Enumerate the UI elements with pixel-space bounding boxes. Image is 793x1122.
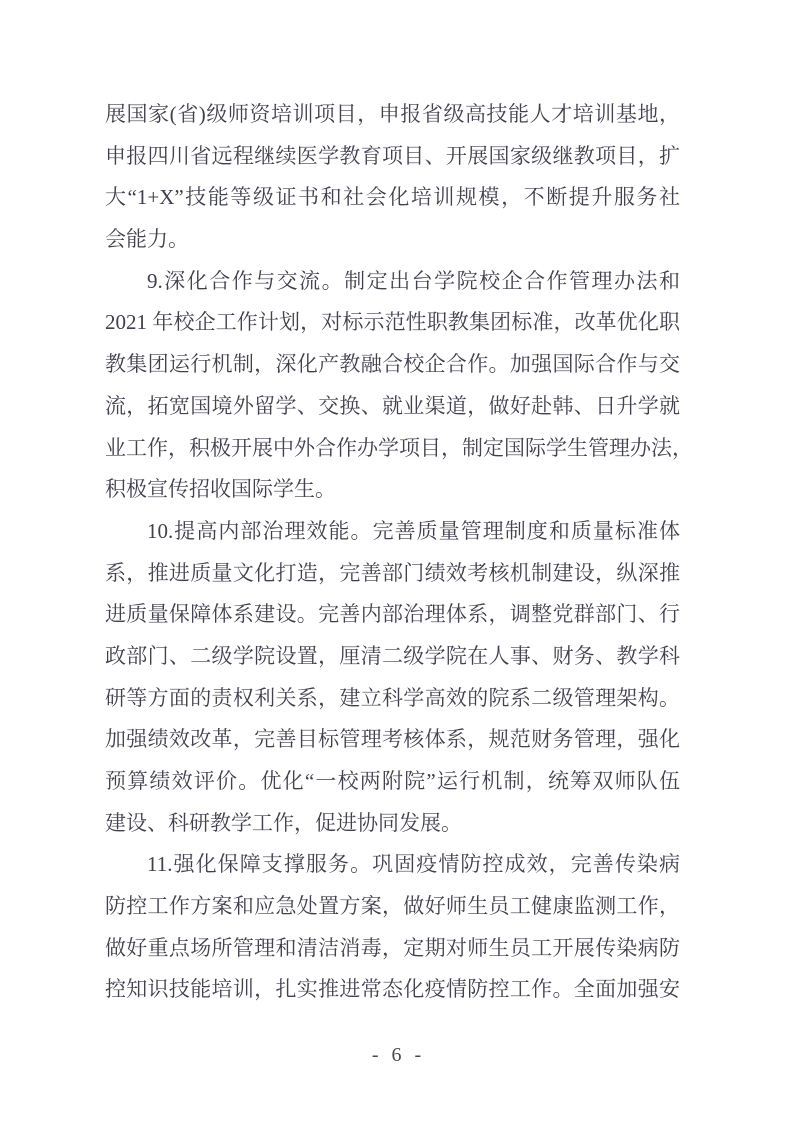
text-line: 教集团运行机制，深化产教融合校企合作。加强国际合作与交 bbox=[105, 352, 680, 377]
text-line: 业工作，积极开展中外合作办学项目，制定国际学生管理办法， bbox=[105, 435, 693, 460]
paragraph bbox=[105, 261, 693, 511]
text-line: 政部门、二级学院设置，厘清二级学院在人事、财务、教学科 bbox=[105, 643, 680, 668]
text-line: 进质量保障体系建设。完善内部治理体系，调整党群部门、行 bbox=[105, 602, 680, 627]
text-line: 2021 年校企工作计划，对标示范性职教集团标准，改革优化职 bbox=[105, 310, 680, 335]
text-line: 控知识技能培训，扎实推进常态化疫情防控工作。全面加强安 bbox=[105, 977, 680, 1002]
text-line: 加强绩效改革，完善目标管理考核体系，规范财务管理，强化 bbox=[105, 727, 680, 752]
text-line: 系，推进质量文化打造，完善部门绩效考核机制建设，纵深推 bbox=[105, 560, 680, 585]
text-line: 预算绩效评价。优化“一校两附院”运行机制，统筹双师队伍 bbox=[105, 769, 680, 793]
paragraph bbox=[105, 844, 680, 1011]
text-line: 流，拓宽国境外留学、交换、就业渠道，做好赴韩、日升学就 bbox=[105, 393, 680, 418]
text-line: 建设、科研教学工作，促进协同发展。 bbox=[105, 810, 462, 835]
text-line: 做好重点场所管理和清洁消毒，定期对师生员工开展传染病防 bbox=[105, 935, 680, 960]
text-line: 会能力。 bbox=[105, 227, 189, 252]
paragraph bbox=[105, 94, 680, 261]
text-line: 申报四川省远程继续医学教育项目、开展国家级继教项目，扩 bbox=[105, 143, 680, 168]
text-line: 防控工作方案和应急处置方案，做好师生员工健康监测工作， bbox=[105, 894, 680, 919]
text-line: 展国家(省)级师资培训项目，申报省级高技能人才培训基地， bbox=[105, 102, 680, 126]
text-line: 9.深化合作与交流。制定出台学院校企合作管理办法和 bbox=[147, 268, 680, 293]
text-line: 大“1+X”技能等级证书和社会化培训规模，不断提升服务社 bbox=[105, 185, 680, 210]
paragraph bbox=[105, 511, 680, 845]
text-line: 11.强化保障支撑服务。巩固疫情防控成效，完善传染病 bbox=[147, 852, 680, 877]
text-line: 10.提高内部治理效能。完善质量管理制度和质量标准体 bbox=[147, 518, 680, 543]
page-number: - 6 - bbox=[371, 1044, 422, 1066]
text-line: 积极宣传招收国际学生。 bbox=[105, 477, 336, 502]
document-body bbox=[105, 94, 693, 1011]
text-line: 研等方面的责权利关系，建立科学高效的院系二级管理架构。 bbox=[105, 685, 680, 710]
